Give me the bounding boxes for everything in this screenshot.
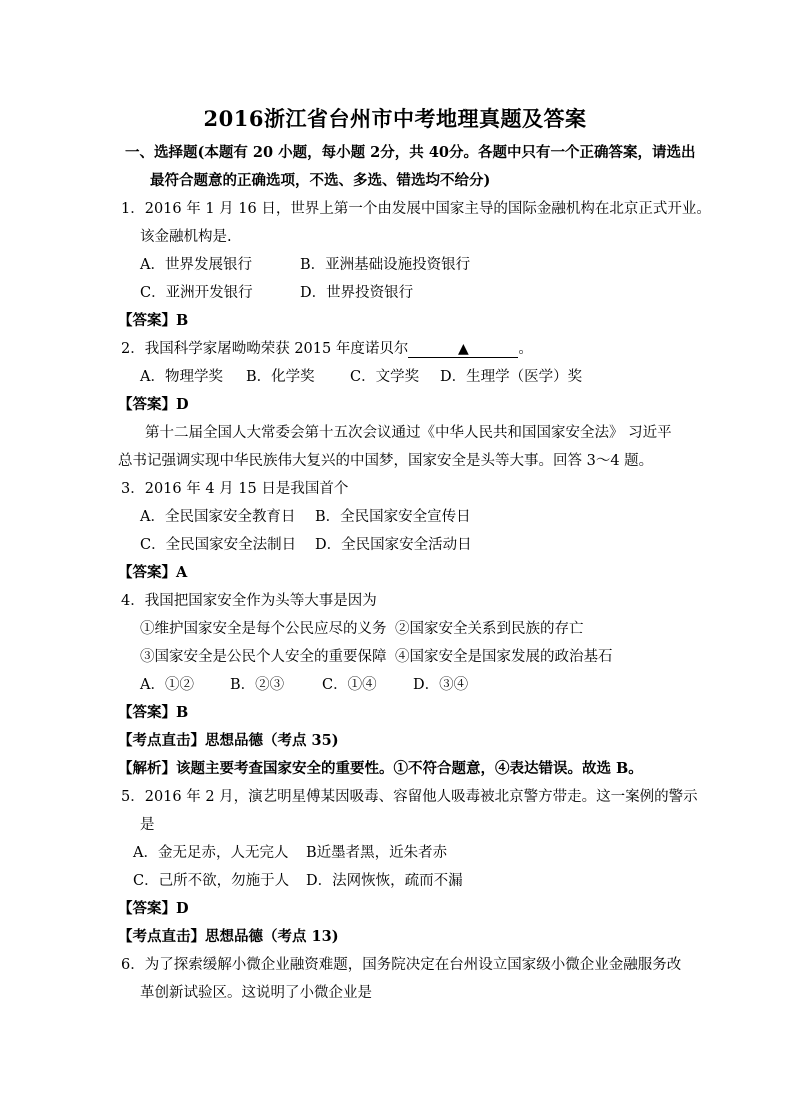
q1-option-d: D．世界投资银行 [300, 285, 414, 301]
q4-statement-4: ④国家安全是国家发展的政治基石 [395, 649, 613, 665]
q2-option-a: A．物理学奖 [140, 369, 223, 385]
q5-stem-line1: 5．2016 年 2 月，演艺明星傅某因吸毒、容留他人吸毒被北京警方带走。这一案例的警示 [121, 789, 698, 805]
q4-stem: 4．我国把国家安全作为头等大事是因为 [121, 593, 377, 609]
q1-stem-line1: 1．2016 年 1 月 16 日，世界上第一个由发展中国家主导的国际金融机构在北京正式开业。 [121, 201, 711, 217]
section-heading-line2: 最符合题意的正确选项，不选、多选、错选均不给分) [150, 172, 491, 189]
triangle-icon: ▲ [457, 341, 469, 357]
q5-option-a: A．金无足赤，人无完人 [133, 845, 289, 861]
q4-statement-1: ①维护国家安全是每个公民应尽的义务 [140, 621, 387, 637]
q4-option-a: A．①② [140, 677, 194, 693]
q4-exam-point: 【考点直击】思想品德（考点 35) [118, 732, 339, 749]
section-heading-line1: 一、选择题(本题有 20 小题，每小题 2分，共 40分。各题中只有一个正确答案，请选出 [125, 144, 696, 161]
q4-option-c: C．①④ [322, 677, 377, 693]
q5-option-b: B近墨者黑，近朱者赤 [306, 845, 448, 861]
q3-option-b: B．全民国家安全宣传日 [315, 509, 471, 525]
q1-answer: 【答案】B [118, 312, 189, 329]
q2-stem-end: 。 [518, 341, 533, 357]
q5-exam-point: 【考点直击】思想品德（考点 13) [118, 928, 339, 945]
q2-stem-text: 2．我国科学家屠呦呦荣获 2015 年度诺贝尔 [121, 341, 409, 357]
q2-answer-blank [408, 341, 518, 358]
page-title: 2016浙江省台州市中考地理真题及答案 [203, 106, 587, 131]
q5-answer: 【答案】D [118, 900, 189, 917]
q6-stem-line1: 6．为了探索缓解小微企业融资难题，国务院决定在台州设立国家级小微企业金融服务改 [121, 957, 682, 973]
q3-stem: 3．2016 年 4 月 15 日是我国首个 [121, 481, 349, 497]
q5-option-d: D．法网恢恢，疏而不漏 [306, 873, 463, 889]
passage-line2: 总书记强调实现中华民族伟大复兴的中国梦，国家安全是头等大事。回答 3～4 题。 [118, 453, 654, 469]
q5-stem-line2: 是 [140, 817, 155, 833]
q1-option-b: B．亚洲基础设施投资银行 [300, 257, 471, 273]
q3-option-a: A．全民国家安全教育日 [140, 509, 296, 525]
q4-analysis: 【解析】该题主要考查国家安全的重要性。①不符合题意，④表达错误。故选 B。 [118, 760, 643, 777]
q3-answer: 【答案】A [118, 564, 188, 581]
q2-option-d: D．生理学（医学）奖 [440, 369, 583, 385]
q4-answer: 【答案】B [118, 704, 189, 721]
q3-option-d: D．全民国家安全活动日 [315, 537, 472, 553]
q6-stem-line2: 革创新试验区。这说明了小微企业是 [140, 985, 372, 1001]
q4-option-b: B．②③ [230, 677, 285, 693]
q3-option-c: C．全民国家安全法制日 [140, 537, 297, 553]
q2-option-b: B．化学奖 [246, 369, 315, 385]
q5-option-c: C．己所不欲，勿施于人 [133, 873, 290, 889]
q4-option-d: D．③④ [413, 677, 469, 693]
q1-option-a: A．世界发展银行 [140, 257, 252, 273]
q2-answer: 【答案】D [118, 396, 189, 413]
q1-option-c: C．亚洲开发银行 [140, 285, 253, 301]
q2-stem [121, 339, 533, 359]
q4-statement-3: ③国家安全是公民个人安全的重要保障 [140, 649, 387, 665]
q4-statement-2: ②国家安全关系到民族的存亡 [395, 621, 584, 637]
passage-line1: 第十二届全国人大常委会第十五次会议通过《中华人民共和国国家安全法》 习近平 [145, 425, 672, 441]
q2-option-c: C．文学奖 [350, 369, 420, 385]
q1-stem-line2: 该金融机构是. [140, 229, 232, 245]
